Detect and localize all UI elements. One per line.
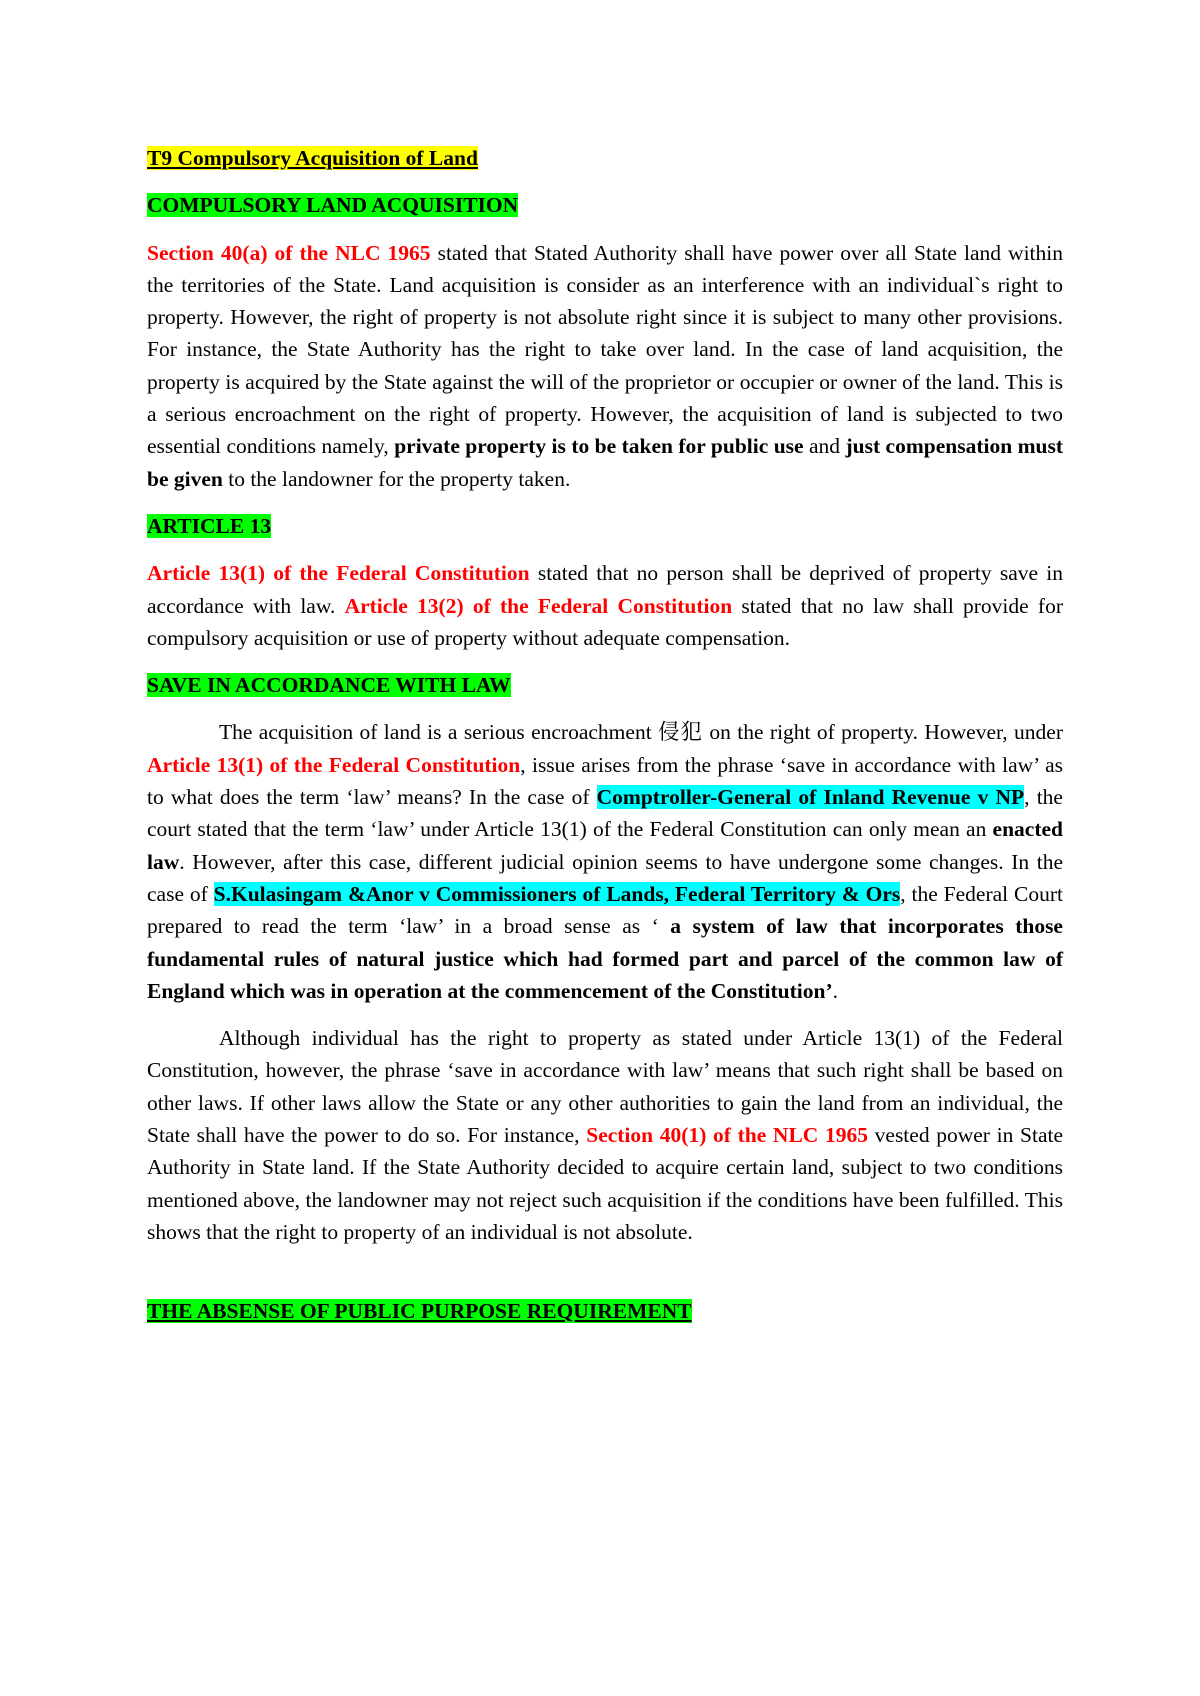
paragraph-text: , issue arises from the phrase ‘save in accordance with law’ as to what does the term ‘law’ means? In the case of: [147, 752, 1063, 810]
paragraph-text: vested power in State Authority in State land. If the State Authority decided to acquire certain land, subject to two conditions mentioned above, the landowner may not reject such acquisition if the conditions have been fulfilled. This shows that the right to property of an individual is not absolute.: [147, 1123, 1064, 1244]
document-title: [147, 142, 1063, 174]
heading-text: THE ABSENSE OF PUBLIC PURPOSE REQUIREMENT: [147, 1299, 692, 1324]
bold-phrase: enacted law: [147, 817, 1063, 874]
paragraph-text: . However, after this case, different judicial opinion seems to have undergone some changes. In the case of: [147, 849, 1063, 906]
paragraph-right-not-absolute: [147, 1022, 1063, 1248]
paragraph-text: , the Federal Court prepared to read the term ‘law’ in a broad sense as ‘: [147, 881, 1063, 939]
paragraph-text: The acquisition of land is a serious encroachment 侵犯 on the right of property. However, under: [219, 720, 1063, 745]
paragraph-text: , the court stated that the term ‘law’ under Article 13(1) of the Federal Constitution can only mean an: [147, 785, 1063, 842]
section-heading-article-13: [147, 510, 1063, 542]
paragraph-text: stated that no law shall provide for compulsory acquisition or use of property without adequate compensation.: [147, 593, 1063, 650]
statute-reference: Section 40(1) of the NLC 1965: [586, 1123, 868, 1148]
case-name: S.Kulasingam &Anor v Commissioners of Lands, Federal Territory & Ors: [213, 881, 901, 906]
heading-text: COMPULSORY LAND ACQUISITION: [147, 193, 519, 218]
paragraph-meaning-of-law: [147, 716, 1063, 1007]
heading-text: SAVE IN ACCORDANCE WITH LAW: [147, 673, 511, 698]
bold-phrase: private property is to be taken for public use: [394, 434, 804, 459]
paragraph-text: Although individual has the right to property as stated under Article 13(1) of the Federal Constitution, however, the phrase ‘save in accordance with law’ means that such right shall be based on other laws. If other laws allow the State or any other authorities to gain the land from an individual, the State shall have the power to do so. For instance,: [147, 1026, 1063, 1148]
paragraph-article-13: [147, 557, 1063, 654]
paragraph-section-40a: [147, 237, 1063, 495]
statute-reference: Article 13(1) of the Federal Constitution: [147, 561, 530, 586]
document-body: [147, 142, 1063, 1343]
heading-text: ARTICLE 13: [147, 513, 272, 538]
section-heading-public-purpose: [147, 1295, 1063, 1327]
bold-quote: a system of law that incorporates those fundamental rules of natural justice which had formed part and parcel of the common law of England which was in operation at the commencement of the Constitution’: [147, 914, 1063, 1003]
statute-reference: Article 13(1) of the Federal Constitution: [147, 752, 521, 777]
statute-reference: Article 13(2) of the Federal Constitution: [344, 593, 733, 618]
paragraph-text: and: [803, 434, 846, 459]
paragraph-text: to the landowner for the property taken.: [222, 466, 571, 491]
paragraph-text: .: [832, 978, 838, 1003]
case-name: Comptroller-General of Inland Revenue v NP: [596, 785, 1025, 810]
paragraph-text: stated that Stated Authority shall have power over all State land within the territories of the State. Land acquisition is consider as an interference with an individual`s right to property. However, the right of property is not absolute right since it is subject to many other provisions. For instance, the State Authority has the right to take over land. In the case of land acquisition, the property is acquired by the State against the will of the proprietor or occupier or owner of the land. This is a serious encroachment on the right of property. However, the acquisition of land is subjected to two essential conditions namely,: [147, 240, 1063, 459]
bold-phrase: just compensation must be given: [147, 434, 1064, 491]
paragraph-text: stated that no person shall be deprived of property save in accordance with law.: [147, 561, 1063, 618]
blank-line: [147, 1263, 1063, 1295]
title-text: T9 Compulsory Acquisition of Land: [147, 146, 478, 170]
statute-reference: Section 40(a) of the NLC 1965: [147, 240, 431, 265]
section-heading-save-in-accordance: [147, 669, 1063, 701]
section-heading-compulsory: [147, 189, 1063, 221]
